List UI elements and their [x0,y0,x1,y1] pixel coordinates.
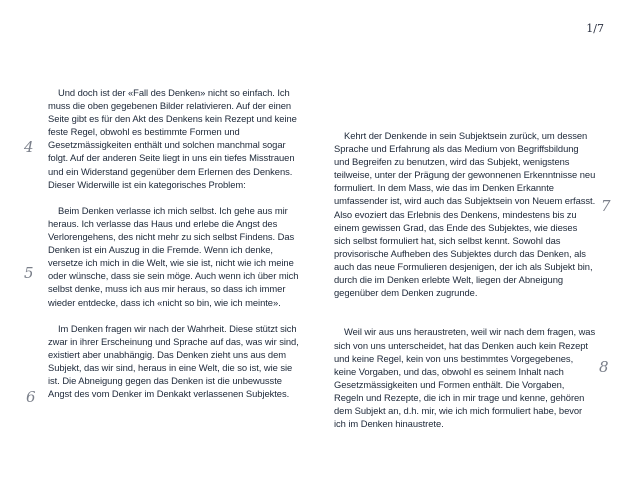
margin-number-5: 5 [24,264,34,282]
right-text-column [334,129,596,430]
paragraph-6: Im Denken fragen wir nach der Wahrheit. Diese stützt sich zwar in ihrer Erscheinung und Sprache auf das, was wir sind, existiert aber unabhängig. Das Denken zieht uns aus dem Subjekt, das wir sind, heraus in eine Welt, die so ist, wie sie ist. Die Abneigung gegen das Denken ist die unbewusste Angst des vom Denker im Denkakt verlassenen Subjektes. [48,322,299,400]
paragraph-8: Weil wir aus uns heraustreten, weil wir nach dem fragen, was sich von uns unterscheidet, hat das Denken auch kein Rezept und keine Regel, kein von uns bestimmtes Vorgegebenes, keine Vorgaben, und das, obwohl es seinem Inhalt nach Gesetzmässigkeiten und Formen enthält. Die Vorgaben, Regeln und Rezepte, die ich in mir trage und kenne, gehören dem Subjekt an, d.h. mir, wie ich mich formuliert habe, bevor ich im Denken hinaustrete. [334,326,596,430]
paragraph-5: Beim Denken verlasse ich mich selbst. Ich gehe aus mir heraus. Ich verlasse das Haus und erlebe die Angst des Verlorengehens, des nicht mehr zu sich selbst Findens. Das Denken ist ein Auszug in die Fremde. Wenn ich denke, versetze ich mich in die Welt, wie sie ist, nicht wie ich meine oder wünsche, dass sie sein möge. Auch wenn ich über mich selbst denke, muss ich aus mir heraus, so dass ich immer wieder entdecke, dass ich «nicht so bin, wie ich meinte». [48,204,299,308]
margin-number-6: 6 [26,388,36,406]
paragraph-4: Und doch ist der «Fall des Denken» nicht so einfach. Ich muss die oben gegebenen Bilder relativieren. Auf der einen Seite gibt es für den Akt des Denkens kein Rezept und keine feste Regel, obwohl es bestimmte Formen und Gesetzmässigkeiten enthält und solchen manchmal sogar folgt. Auf der anderen Seite liegt in uns ein tiefes Misstrauen und ein Widerstand gegenüber dem Erlernen des Denkens. Dieser Widerwille ist ein kategorisches Problem: [48,87,297,190]
left-text-column [48,86,306,400]
margin-number-7: 7 [601,197,611,215]
paragraph-7: Kehrt der Denkende in sein Subjektsein zurück, um dessen Sprache und Erfahrung als das Medium von Begriffsbildung und Begreifen zu benutzen, wird das Subjekt, wenigstens teilweise, unter der Prägung der gewonnenen Erkenntnisse neu formuliert. In dem Mass, wie das im Denken Erkannte umfassender ist, wird auch das Subjektsein von Neuem erfasst. Also evoziert das Erlebnis des Denkens, mindestens bis zu einem gewissen Grad, das Ende des Subjektes, wie dieses sich selbst formuliert hat, sich selbst kennt. Sowohl das provisorische Aufheben des Subjektes durch das Denken, als auch das neue Formulieren desjenigen, der ich als Subjekt bin, durch die im Denken erlebte Welt, liegen der Abneigung gegenüber dem Denken zugrunde. [334,130,596,299]
margin-number-4: 4 [24,138,34,156]
page-number: 1/7 [586,22,604,35]
margin-number-8: 8 [599,358,609,376]
